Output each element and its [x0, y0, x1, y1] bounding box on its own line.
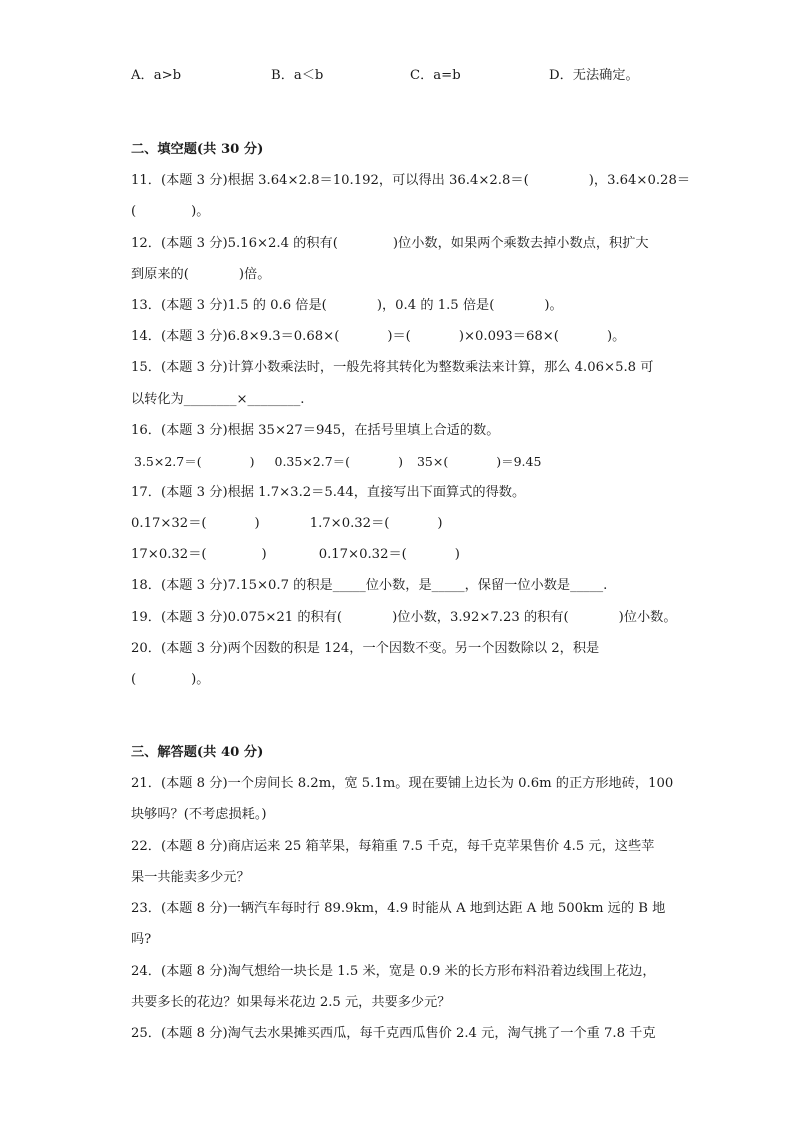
question-24-cont: 共要多长的花边？如果每米花边 2.5 元，共要多少元？	[131, 995, 451, 1010]
question-25: 25．(本题 8 分)淘气去水果摊买西瓜，每千克西瓜售价 2.4 元，淘气挑了一个重 7.8 千克	[131, 1026, 656, 1041]
question-11: 11．(本题 3 分)根据 3.64×2.8＝10.192，可以得出 36.4×2.8＝( )，3.64×0.28＝	[131, 173, 691, 188]
question-17: 17．(本题 3 分)根据 1.7×3.2＝5.44，直接写出下面算式的得数。	[131, 485, 526, 500]
question-11-cont: ( )。	[131, 204, 210, 219]
question-19: 19．(本题 3 分)0.075×21 的积有( )位小数，3.92×7.23 的积有( )位小数。	[131, 610, 677, 625]
option-b: B．a＜b	[271, 68, 324, 83]
question-15: 15．(本题 3 分)计算小数乘法时，一般先将其转化为整数乘法来计算，那么 4.06×5.8 可	[131, 360, 654, 375]
section-heading: 二、填空题(共 30 分)	[131, 142, 264, 157]
question-23: 23．(本题 8 分)一辆汽车每时行 89.9km，4.9 时能从 A 地到达距 A 地 500km 远的 B 地	[131, 901, 666, 916]
question-20: 20．(本题 3 分)两个因数的积是 124，一个因数不变。另一个因数除以 2，积是	[131, 641, 600, 656]
question-15-cont: 以转化为________×________.	[131, 392, 305, 407]
question-21-cont: 块够吗？(不考虑损耗。)	[131, 807, 267, 822]
option-a: A．a>b	[131, 68, 182, 83]
question-12: 12．(本题 3 分)5.16×2.4 的积有( )位小数，如果两个乘数去掉小数点，积扩大	[131, 236, 649, 251]
option-c: C．a=b	[410, 68, 461, 83]
question-14: 14．(本题 3 分)6.8×9.3＝0.68×( )＝( )×0.093＝68×( )。	[131, 329, 626, 344]
question-21: 21．(本题 8 分)一个房间长 8.2m，宽 5.1m。现在要铺上边长为 0.6m 的正方形地砖，100	[131, 776, 674, 791]
question-23-cont: 吗?	[131, 932, 152, 947]
question-22-cont: 果一共能卖多少元？	[131, 870, 250, 885]
question-22: 22．(本题 8 分)商店运来 25 箱苹果，每箱重 7.5 千克，每千克苹果售价 4.5 元，这些苹	[131, 839, 655, 854]
question-12-cont: 到原来的( )倍。	[131, 267, 271, 282]
question-20-cont: ( )。	[131, 672, 210, 687]
section-heading: 三、解答题(共 40 分)	[131, 745, 264, 760]
question-17-items-b: 17×0.32＝( ) 0.17×0.32＝( )	[131, 547, 460, 562]
question-18: 18．(本题 3 分)7.15×0.7 的积是_____位小数，是_____，保留一位小数是_____.	[131, 578, 608, 593]
question-16: 16．(本题 3 分)根据 35×27＝945，在括号里填上合适的数。	[131, 423, 500, 438]
option-d: D．无法确定。	[549, 68, 639, 83]
question-16-items: 3.5×2.7＝( ) 0.35×2.7＝( ) 35×( )＝9.45	[134, 454, 542, 469]
question-24: 24．(本题 8 分)淘气想给一块长是 1.5 米，宽是 0.9 米的长方形布料沿着边线围上花边，	[131, 964, 656, 979]
question-17-items-a: 0.17×32＝( ) 1.7×0.32＝( )	[131, 516, 443, 531]
question-13: 13．(本题 3 分)1.5 的 0.6 倍是( )，0.4 的 1.5 倍是( )。	[131, 298, 563, 313]
